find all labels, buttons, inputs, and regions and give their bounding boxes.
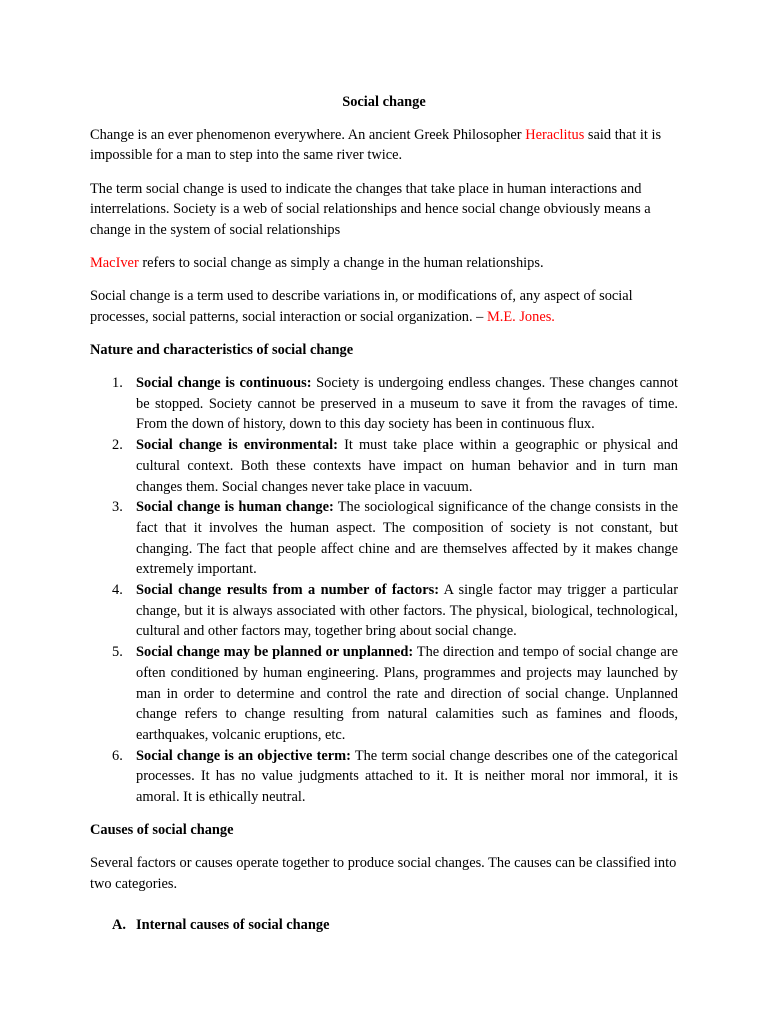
- nature-heading: Nature and characteristics of social change: [90, 341, 354, 358]
- document-page: [90, 92, 678, 935]
- list-item-number: 2.: [112, 437, 123, 454]
- list-item-text: The direction and tempo of social change are often conditioned by human engineering. Plans, programmes and projects may launched by man in order to determine and control the rate and direction of social change. Unplanned change refers to change resulting from natural calamities such as famines and floods, earthquakes, volcanic eruptions, etc.: [136, 644, 678, 743]
- list-item-number: 6.: [112, 747, 123, 764]
- list-item: [90, 373, 678, 435]
- list-item: [90, 642, 678, 746]
- list-item-text: It must take place within a geographic or physical and cultural context. Both these contexts have impact on human behavior and in turn man changes them. Social changes never take place in vacuum.: [136, 437, 678, 495]
- list-item-number: 3.: [112, 499, 123, 516]
- jones-name: M.E. Jones.: [486, 308, 555, 325]
- causes-heading: Causes of social change: [90, 822, 234, 839]
- list-item: [90, 497, 678, 580]
- sub-heading-text: Internal causes of social change: [136, 916, 330, 933]
- sub-heading-letter: A.: [112, 916, 126, 933]
- list-item-lead: Social change is human change:: [136, 499, 334, 516]
- list-item-text: The sociological significance of the change consists in the fact that it involves the human aspect. The composition of society is not constant, but changing. The fact that people affect chine and are themselves affected by it makes change extremely important.: [136, 499, 678, 578]
- heraclitus-name: Heraclitus: [525, 126, 585, 143]
- list-item-text: The term social change describes one of the categorical processes. It has no value judgments attached to it. It is neither moral nor immoral, it is amoral. It is ethically neutral.: [136, 747, 678, 806]
- causes-paragraph: Several factors or causes operate together to produce social changes. The causes can be classified into two categories.: [90, 855, 677, 892]
- list-item-text: Society is undergoing endless changes. These changes cannot be stopped. Society cannot be preserved in a museum to save it from the ravages of time. From the down of history, down to this day society has been in continuous flux.: [136, 374, 678, 433]
- list-item-lead: Social change is environmental:: [136, 437, 338, 454]
- characteristics-list: [90, 373, 678, 808]
- internal-causes-heading: [90, 915, 678, 936]
- list-item-text: A single factor may trigger a particular change, but it is always associated with other factors. The physical, biological, technological, cultural and other factors may, together bring about social change.: [136, 582, 678, 640]
- intro-text-end: said that it is impossible for a man to step into the same river twice.: [90, 126, 662, 164]
- list-item: [90, 580, 678, 642]
- list-item-lead: Social change is continuous:: [136, 374, 312, 391]
- list-item: [90, 435, 678, 497]
- intro-text-start: Change is an ever phenomenon everywhere. An ancient Greek Philosopher: [90, 126, 526, 143]
- list-item-lead: Social change results from a number of factors:: [136, 582, 439, 599]
- jones-paragraph: [90, 286, 678, 327]
- jones-text: Social change is a term used to describe variations in, or modifications of, any aspect of social processes, social patterns, social interaction or social organization. –: [90, 288, 633, 325]
- list-item-lead: Social change is an objective term:: [136, 747, 351, 764]
- intro-paragraph: [90, 125, 678, 166]
- maciver-text: refers to social change as simply a change in the human relationships.: [138, 255, 544, 271]
- list-item: [90, 746, 678, 808]
- document-title: Social change: [342, 94, 426, 110]
- definition-paragraph: The term social change is used to indicate the changes that take place in human interactions and interrelations. Society is a web of social relationships and hence social change obviously means a change in the system of social relationships: [90, 180, 651, 238]
- list-item-lead: Social change may be planned or unplanned:: [136, 644, 414, 661]
- list-item-number: 4.: [112, 582, 123, 599]
- list-item-number: 1.: [112, 374, 123, 391]
- list-item-number: 5.: [112, 644, 123, 661]
- maciver-name: MacIver: [90, 255, 139, 271]
- maciver-paragraph: [90, 253, 678, 274]
